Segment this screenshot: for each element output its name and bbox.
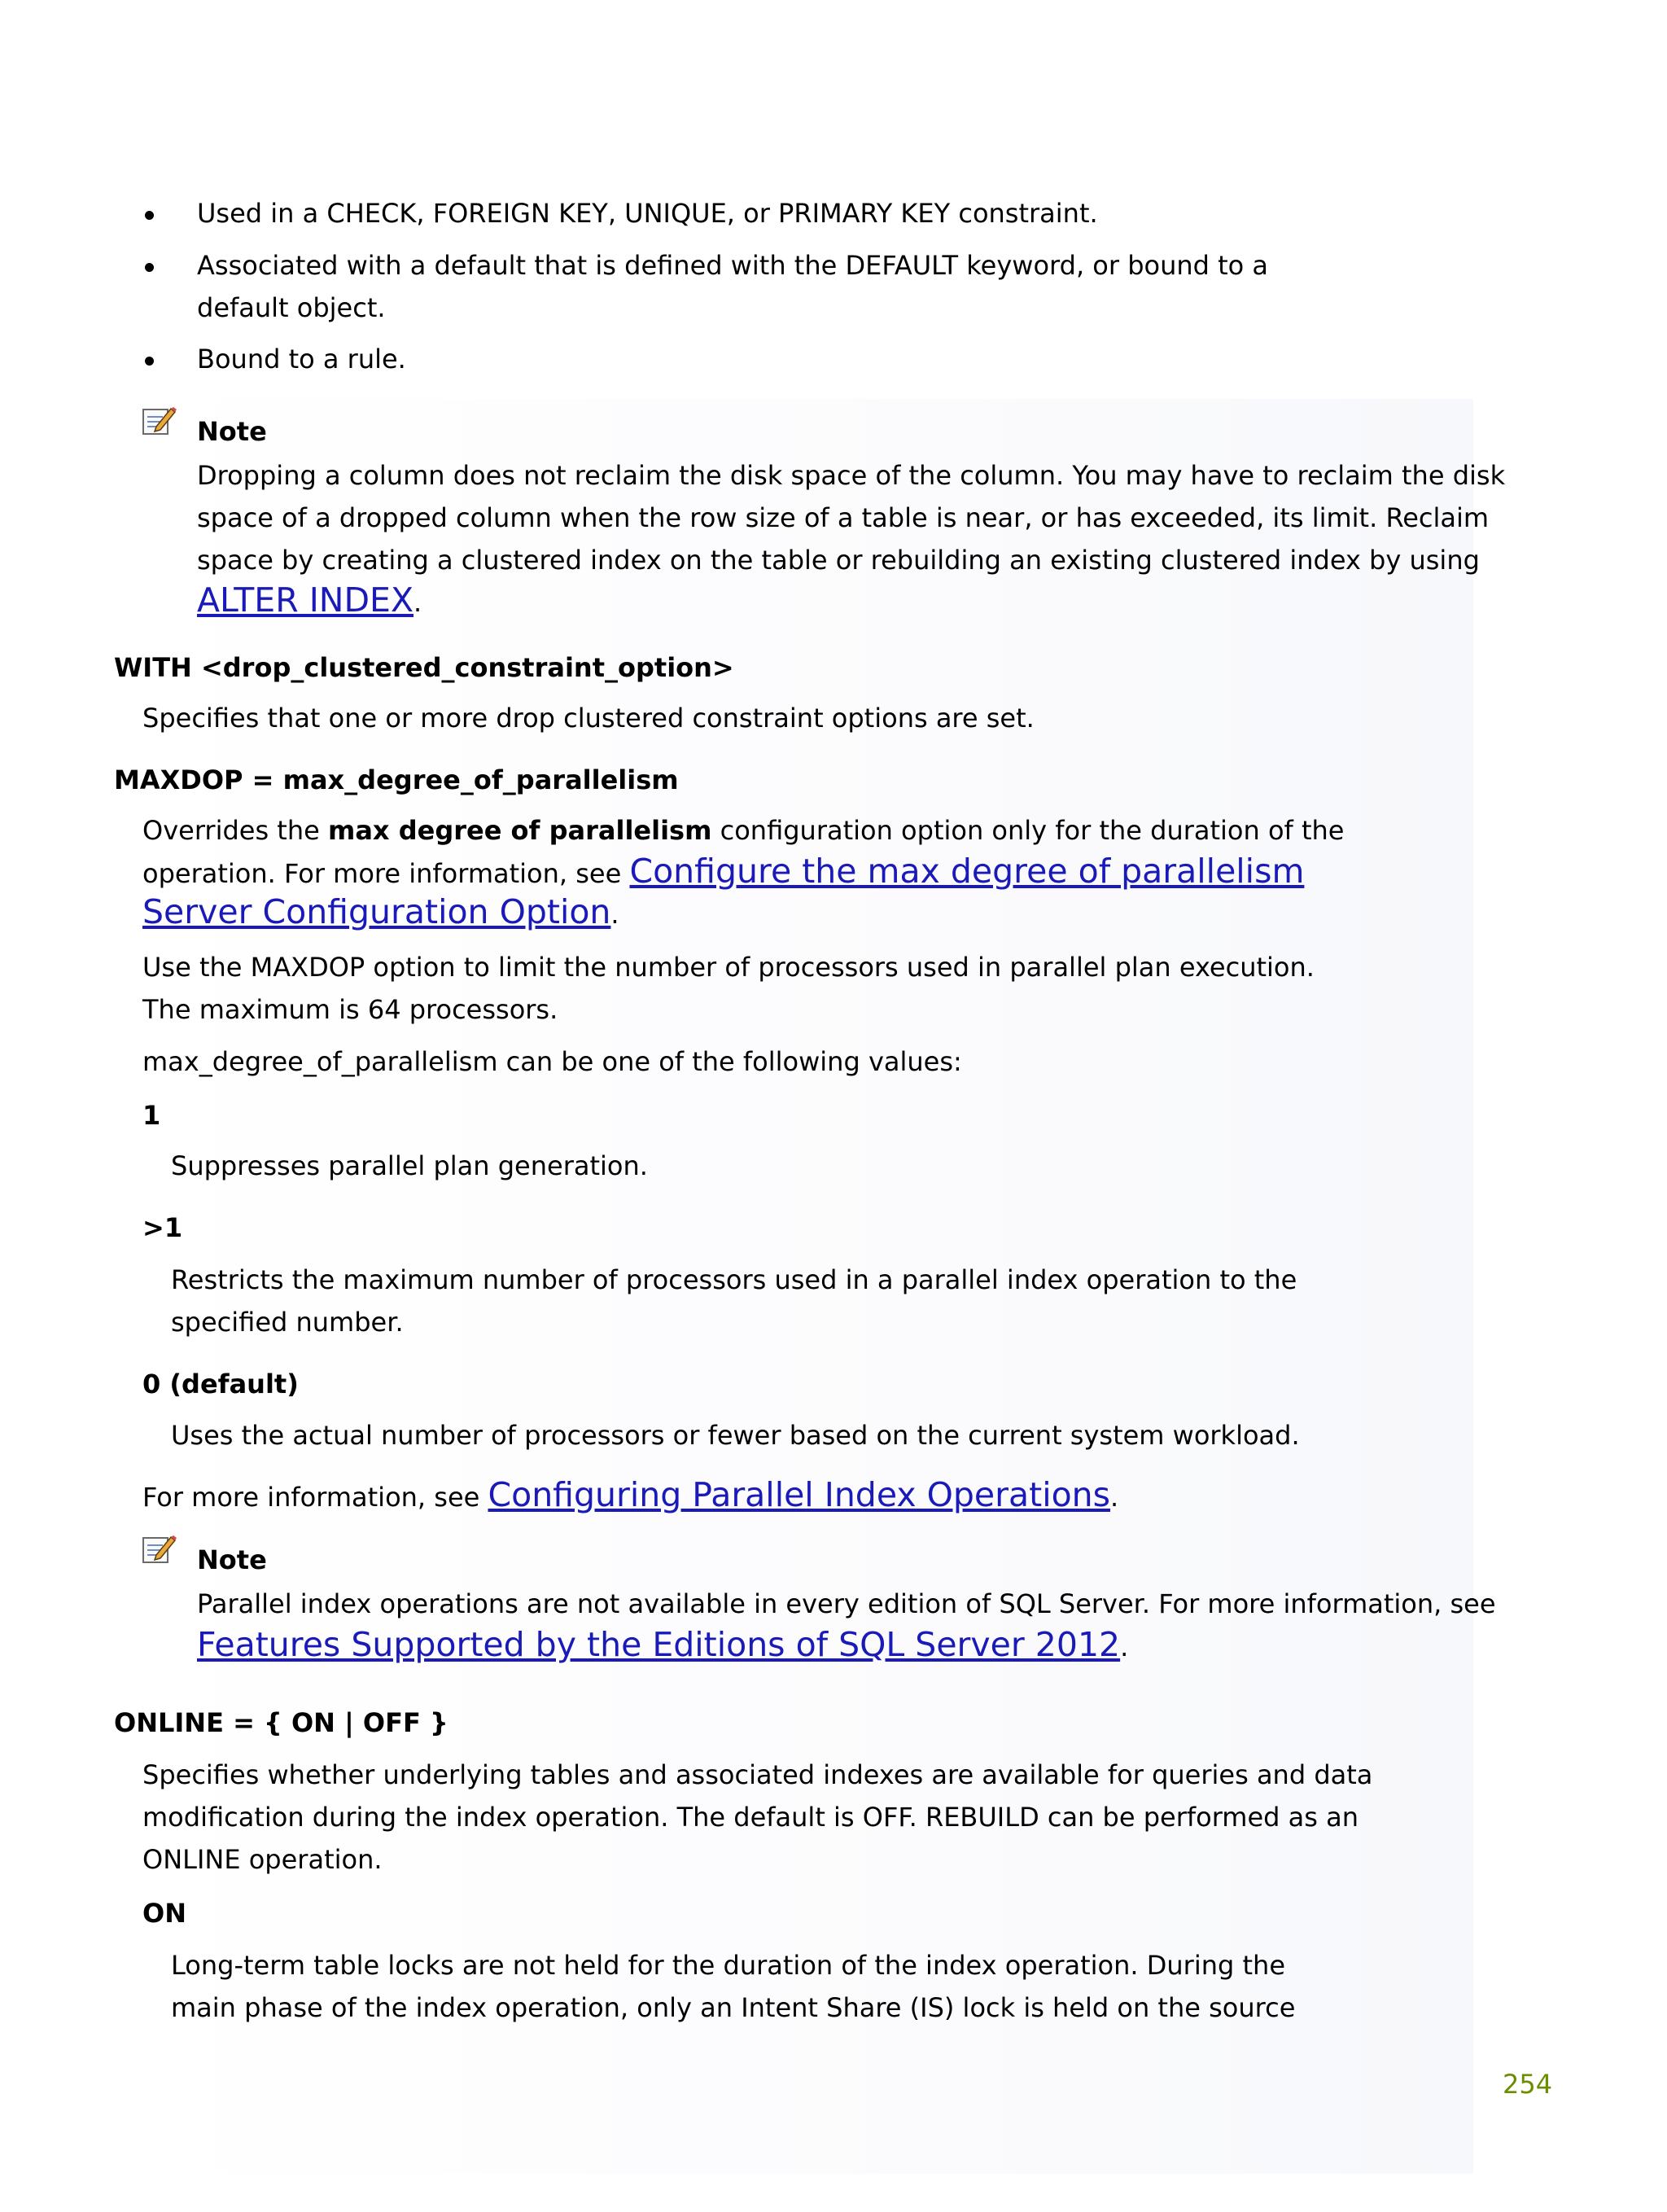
option-heading: MAXDOP = max_degree_of_parallelism bbox=[114, 764, 679, 795]
value-description: Uses the actual number of processors or fewer based on the current system workload. bbox=[171, 1420, 1300, 1451]
text-span: For more information, see bbox=[142, 1482, 488, 1513]
bold-term: max degree of parallelism bbox=[327, 815, 712, 846]
bullet-item: Used in a CHECK, FOREIGN KEY, UNIQUE, or PRIMARY KEY constraint. bbox=[197, 198, 1098, 229]
value-description: main phase of the index operation, only an Intent Share (IS) lock is held on the source bbox=[171, 1992, 1296, 2023]
option-description: Use the MAXDOP option to limit the number of processors used in parallel plan execution. bbox=[142, 952, 1315, 983]
period: . bbox=[413, 587, 422, 618]
note-link-line bbox=[197, 1623, 1128, 1668]
value-description: Restricts the maximum number of processors used in a parallel index operation to the bbox=[171, 1264, 1297, 1295]
value-description: Suppresses parallel plan generation. bbox=[171, 1150, 648, 1181]
alter-index-link[interactable]: ALTER INDEX bbox=[197, 580, 414, 620]
note-pad-icon bbox=[142, 1534, 177, 1565]
option-description: Specifies that one or more drop clustered constraint options are set. bbox=[142, 703, 1035, 734]
option-description bbox=[142, 891, 619, 935]
bullet-item-continued: default object. bbox=[197, 292, 386, 323]
value-description: Long-term table locks are not held for the duration of the index operation. During the bbox=[171, 1950, 1285, 1981]
configure-maxdop-link-continued[interactable]: Server Configuration Option bbox=[142, 892, 611, 931]
value-label: 1 bbox=[142, 1100, 161, 1131]
features-editions-link[interactable]: Features Supported by the Editions of SQL Server 2012 bbox=[197, 1625, 1121, 1664]
page-number: 254 bbox=[1503, 2069, 1553, 2100]
bullet-dot bbox=[145, 211, 154, 220]
option-description bbox=[142, 850, 1304, 895]
text-span: Overrides the bbox=[142, 815, 328, 846]
option-description: ONLINE operation. bbox=[142, 1844, 383, 1875]
parallel-index-ops-link[interactable]: Configuring Parallel Index Operations bbox=[488, 1475, 1111, 1514]
note-text: space by creating a clustered index on the table or rebuilding an existing clustered index by using bbox=[197, 545, 1480, 576]
value-label: >1 bbox=[142, 1212, 183, 1243]
value-description: specified number. bbox=[171, 1307, 404, 1338]
option-description: max_degree_of_parallelism can be one of the following values: bbox=[142, 1046, 962, 1077]
option-heading: WITH <drop_clustered_constraint_option> bbox=[114, 652, 734, 683]
note-title: Note bbox=[197, 416, 267, 447]
option-description: The maximum is 64 processors. bbox=[142, 994, 558, 1025]
bullet-dot bbox=[145, 357, 154, 366]
note-text: Parallel index operations are not available in every edition of SQL Server. For more information, see bbox=[197, 1588, 1496, 1619]
option-description: Specifies whether underlying tables and associated indexes are available for queries and data bbox=[142, 1759, 1373, 1790]
bullet-item: Bound to a rule. bbox=[197, 344, 406, 375]
configure-maxdop-link[interactable]: Configure the max degree of parallelism bbox=[629, 852, 1305, 891]
option-description: modification during the index operation. The default is OFF. REBUILD can be performed as an bbox=[142, 1802, 1359, 1833]
note-pad-icon bbox=[142, 405, 177, 436]
option-heading: ONLINE = { ON | OFF } bbox=[114, 1707, 448, 1738]
note-link-line bbox=[197, 579, 422, 624]
value-label: ON bbox=[142, 1898, 186, 1929]
bullet-item: Associated with a default that is defined with the DEFAULT keyword, or bound to a bbox=[197, 250, 1269, 281]
period: . bbox=[1110, 1482, 1119, 1513]
text-span: operation. For more information, see bbox=[142, 858, 630, 889]
value-label: 0 (default) bbox=[142, 1369, 299, 1399]
note-text: space of a dropped column when the row size of a table is near, or has exceeded, its limit. Reclaim bbox=[197, 502, 1490, 533]
bullet-dot bbox=[145, 263, 154, 272]
note-text: Dropping a column does not reclaim the disk space of the column. You may have to reclaim the disk bbox=[197, 460, 1506, 491]
option-description bbox=[142, 809, 1344, 852]
period: . bbox=[1120, 1632, 1129, 1662]
note-title: Note bbox=[197, 1544, 267, 1575]
period: . bbox=[610, 899, 619, 930]
text-span: configuration option only for the duration of the bbox=[711, 815, 1345, 846]
more-info bbox=[142, 1474, 1118, 1518]
